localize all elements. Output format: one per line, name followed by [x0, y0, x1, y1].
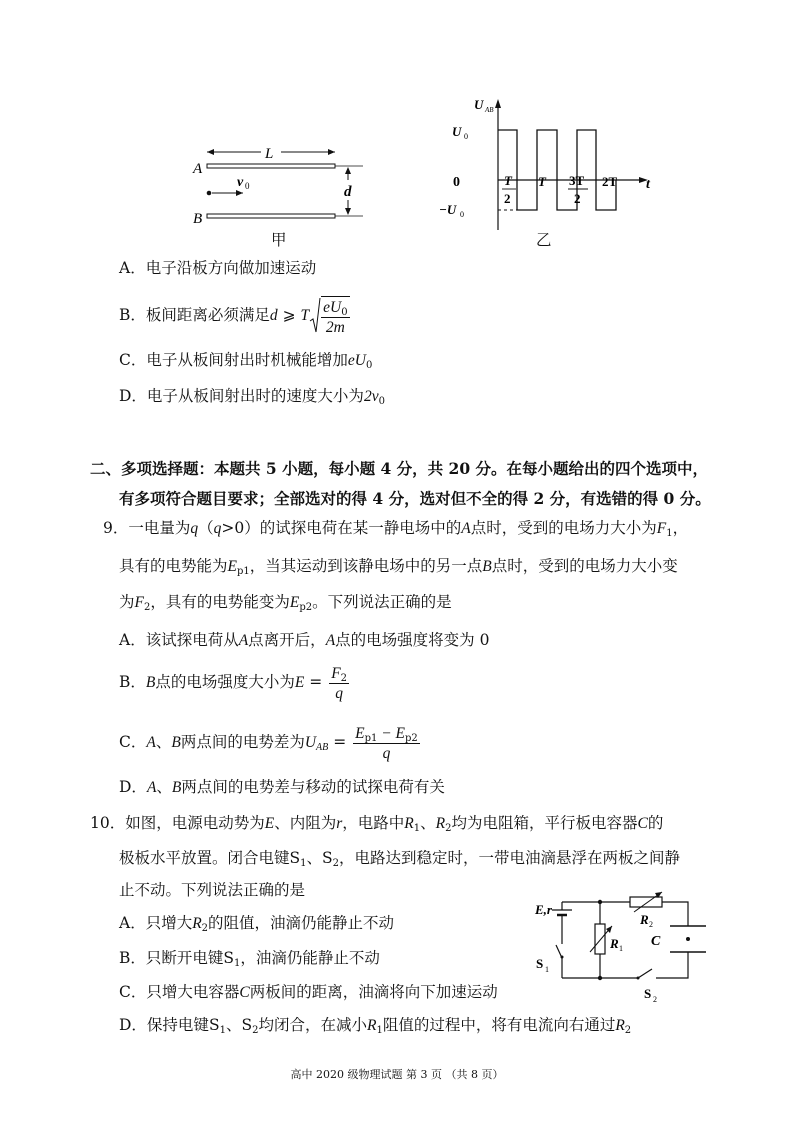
label-s2-sub: 2 — [653, 995, 657, 1004]
q10-stem-line1: 10．如图，电源电动势为E、内阻为r，电路中$R_1$、$R_2$均为电阻箱，平行板电容器C的 — [90, 814, 664, 834]
q9-option-d: D．A、B两点间的电势差与移动的试探电荷有关 — [119, 778, 445, 796]
section2-line1: 二、多项选择题：本题共 5 小题，每小题 4 分，共 20 分。在每小题给出的四个选项中， — [90, 459, 709, 478]
neg-u0-label: −U — [439, 202, 457, 217]
axis-y-sub: AB — [485, 106, 494, 114]
q10-stem-line3: 止不动。下列说法正确的是 — [119, 881, 306, 899]
axis-y-label: U — [474, 97, 484, 112]
caption-yi: 乙 — [536, 231, 552, 249]
top-wire — [562, 902, 688, 926]
label-s1-sub: 1 — [545, 965, 549, 974]
label-r1: R — [610, 936, 619, 951]
circuit-figure — [530, 888, 720, 1006]
neg-u0-sub: 0 — [460, 210, 464, 219]
q8-option-d: D．电子从板间射出时的速度大小为$2v_0$ — [119, 387, 385, 407]
q8-option-c: C．电子从板间射出时机械能增加$eU_0$ — [119, 351, 373, 371]
label-v: v — [237, 175, 244, 190]
q9-option-b: B．B点的电场强度大小为E = $\frac{F_2}{q}$ — [119, 664, 348, 702]
label-d: d — [344, 184, 352, 200]
axis-x-label: t — [646, 177, 650, 192]
q9-stem-line2: 具有的电势能为$E_{p1}$，当其运动到该静电场中的另一点B点时，受到的电场力大小变 — [119, 557, 678, 577]
label-v-sub: 0 — [245, 181, 250, 191]
u0-label: U — [452, 124, 462, 139]
plate-A — [207, 164, 335, 168]
label-er: E,r — [535, 902, 552, 917]
plate-B — [207, 214, 335, 218]
page-footer: 高中 2020 级物理试题 第 3 页 （共 8 页） — [290, 1068, 504, 1081]
switch-s2 — [638, 969, 652, 978]
q10-option-a: A．只增大$R_2$的阻值，油滴仍能静止不动 — [119, 914, 395, 934]
label-r2-sub: 2 — [649, 920, 653, 929]
label-B: B — [193, 211, 203, 227]
q10-option-b: B．只断开电键$S_1$，油滴仍能静止不动 — [119, 949, 380, 969]
q10-stem-line2: 极板水平放置。闭合电键$S_1$、$S_2$，电路达到稳定时，一带电油滴悬浮在两板之间静 — [119, 849, 681, 869]
section2-line2: 有多项符合题目要求；全部选对的得 4 分，选对但不全的得 2 分，有选错的得 0 分。 — [119, 489, 711, 508]
figure-yi — [438, 92, 658, 242]
label-L: L — [265, 146, 274, 162]
resistor-r2 — [630, 897, 662, 907]
q10-option-c: C．只增大电容器C两板间的距离，油滴将向下加速运动 — [119, 983, 498, 1001]
q10-option-d: D．保持电键$S_1$、$S_2$均闭合，在减小$R_1$阻值的过程中，将有电流向右通过$R_2$ — [119, 1016, 632, 1036]
electron-dot — [207, 191, 212, 196]
q9-option-a: A．该试探电荷从A点离开后，A点的电场强度将变为 0 — [119, 631, 490, 649]
q8-option-a: A．电子沿板方向做加速运动 — [119, 259, 317, 277]
u0-sub: 0 — [464, 132, 468, 141]
label-s1: S — [536, 956, 544, 971]
origin-label: 0 — [453, 175, 460, 190]
tick-T: T — [538, 174, 546, 189]
caption-jia: 甲 — [271, 231, 287, 249]
velocity-arrow — [236, 190, 243, 196]
arrowhead-right — [328, 149, 335, 155]
tick-2T: 2T — [602, 174, 618, 189]
label-s2: S — [644, 986, 652, 1001]
d-arrowhead-up — [345, 167, 351, 174]
q8-option-b: B．板间距离必须满足d ⩾ T $\frac{eU_0}{2m}$ — [119, 295, 352, 335]
label-r1-sub: 1 — [619, 944, 623, 953]
tick-3T-half-den: 2 — [574, 191, 581, 206]
label-r2: R — [640, 912, 649, 927]
q9-option-c: C．A、B两点间的电势差为$U_{AB}$ = $\frac{E_{p1} - E_{p2}}{q}$ — [119, 724, 418, 762]
q9-stem-line3: 为$F_2$，具有的电势能变为$E_{p2}$。下列说法正确的是 — [119, 593, 452, 613]
label-A: A — [193, 161, 203, 177]
arrowhead-left — [207, 149, 214, 155]
tick-T-half-num: T — [504, 173, 512, 188]
q9-stem-line1: 9．一电量为q（q>0）的试探电荷在某一静电场中的A点时，受到的电场力大小为$F_1$， — [103, 519, 689, 539]
tick-T-half-den: 2 — [504, 191, 511, 206]
oil-droplet — [686, 937, 690, 941]
d-arrowhead-down — [345, 208, 351, 215]
label-c: C — [651, 934, 661, 949]
resistor-r1 — [595, 924, 605, 954]
tick-3T-half-num: 3T — [569, 173, 585, 188]
